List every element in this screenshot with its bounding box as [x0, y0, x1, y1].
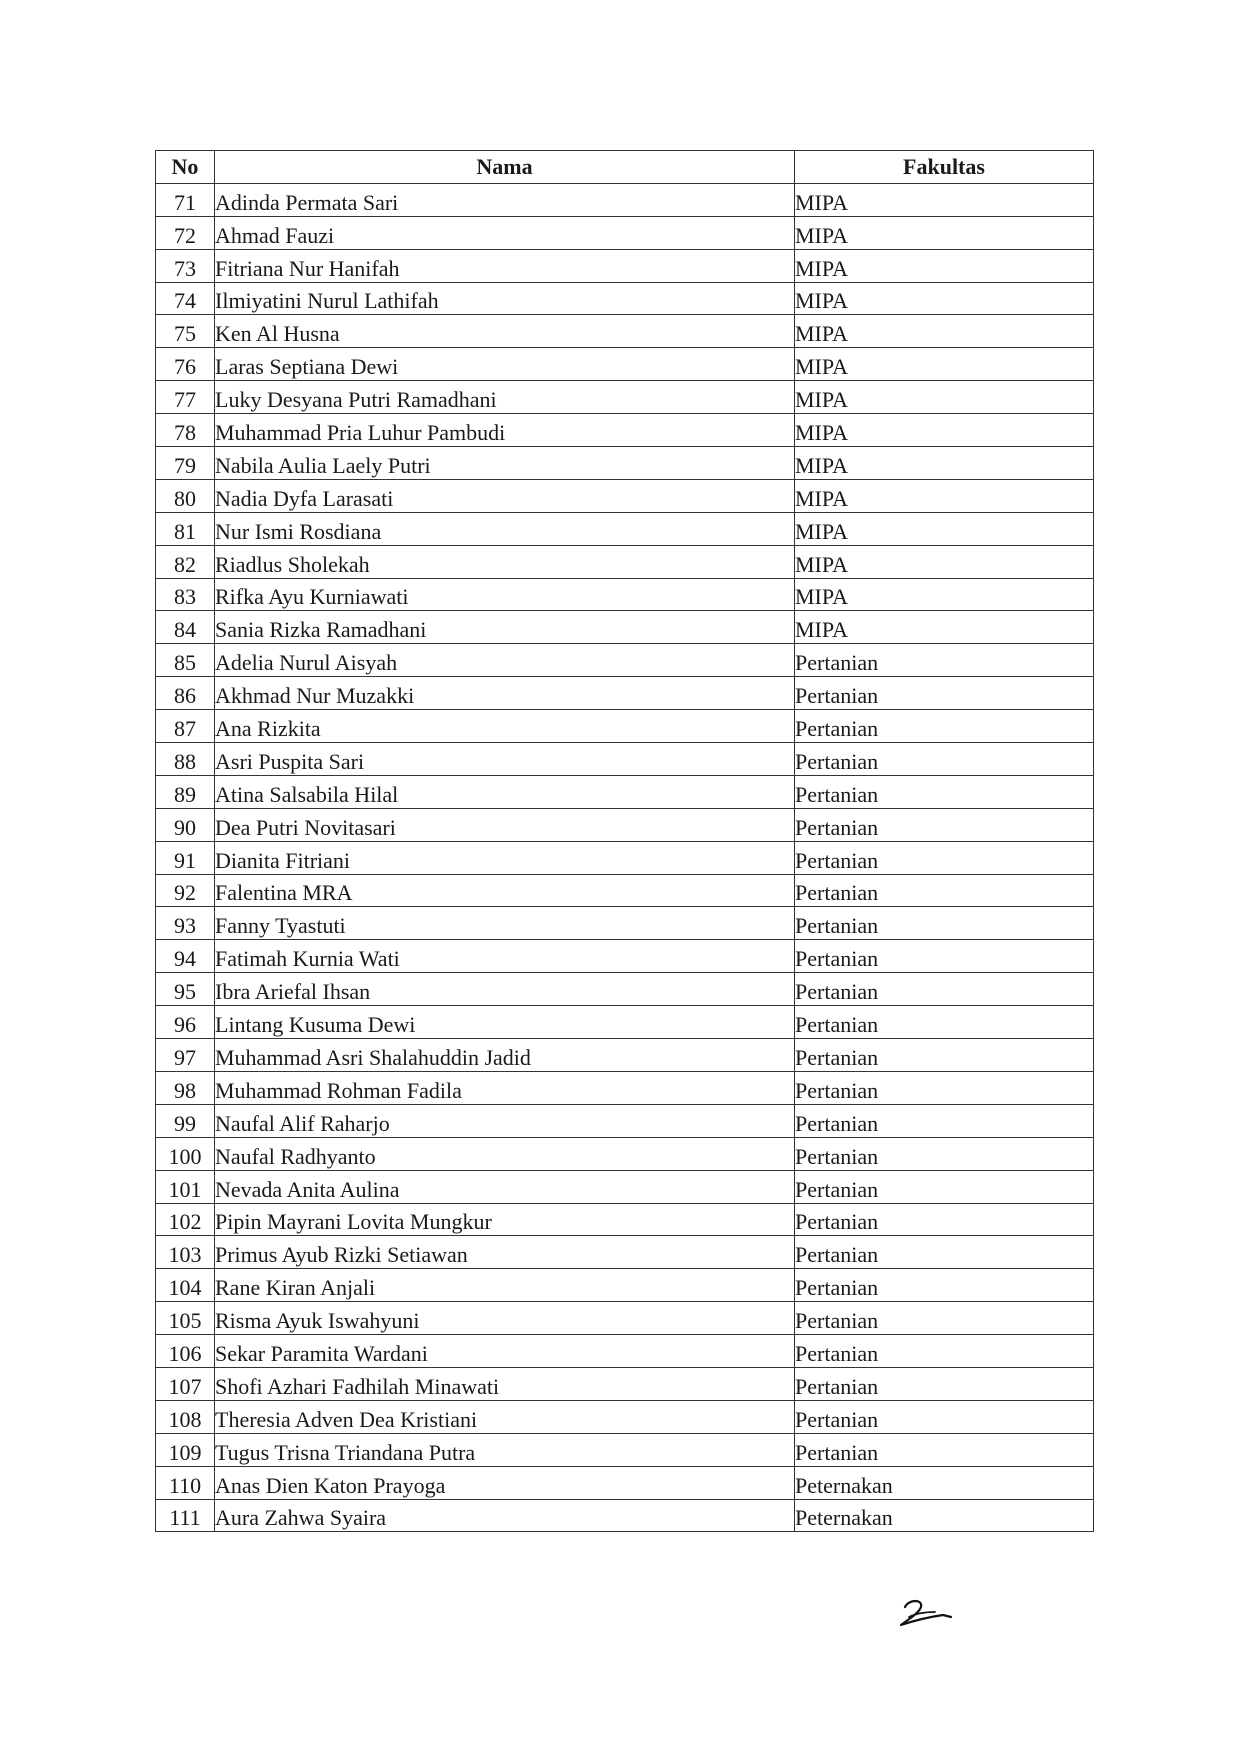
- cell-fakultas: Pertanian: [795, 1170, 1094, 1203]
- table-row: [156, 1170, 1094, 1203]
- cell-nama: Rifka Ayu Kurniawati: [215, 578, 795, 611]
- table-row: [156, 545, 1094, 578]
- cell-nama: Ahmad Fauzi: [215, 216, 795, 249]
- table-row: [156, 775, 1094, 808]
- table-row: [156, 1269, 1094, 1302]
- cell-fakultas: Pertanian: [795, 1400, 1094, 1433]
- cell-no: 83: [156, 578, 215, 611]
- student-faculty-table: [155, 150, 1094, 1532]
- cell-fakultas: Pertanian: [795, 1302, 1094, 1335]
- table-row: [156, 512, 1094, 545]
- table-row: [156, 1236, 1094, 1269]
- table-row: [156, 1400, 1094, 1433]
- table-row: [156, 808, 1094, 841]
- cell-no: 102: [156, 1203, 215, 1236]
- cell-nama: Atina Salsabila Hilal: [215, 775, 795, 808]
- table-row: [156, 1466, 1094, 1499]
- cell-fakultas: Pertanian: [795, 1006, 1094, 1039]
- cell-no: 84: [156, 611, 215, 644]
- cell-fakultas: Pertanian: [795, 1071, 1094, 1104]
- cell-fakultas: Pertanian: [795, 1104, 1094, 1137]
- cell-fakultas: MIPA: [795, 512, 1094, 545]
- cell-nama: Adinda Permata Sari: [215, 183, 795, 216]
- cell-no: 74: [156, 282, 215, 315]
- cell-nama: Dea Putri Novitasari: [215, 808, 795, 841]
- table-row: [156, 1335, 1094, 1368]
- column-header-no: No: [156, 151, 215, 184]
- cell-fakultas: Pertanian: [795, 907, 1094, 940]
- cell-nama: Falentina MRA: [215, 874, 795, 907]
- cell-no: 105: [156, 1302, 215, 1335]
- cell-no: 80: [156, 479, 215, 512]
- cell-no: 110: [156, 1466, 215, 1499]
- column-header-nama: Nama: [215, 151, 795, 184]
- cell-nama: Tugus Trisna Triandana Putra: [215, 1433, 795, 1466]
- cell-fakultas: Pertanian: [795, 940, 1094, 973]
- cell-no: 96: [156, 1006, 215, 1039]
- cell-nama: Riadlus Sholekah: [215, 545, 795, 578]
- cell-fakultas: Pertanian: [795, 710, 1094, 743]
- cell-fakultas: MIPA: [795, 414, 1094, 447]
- table-header-row: [156, 151, 1094, 184]
- cell-no: 100: [156, 1137, 215, 1170]
- table-row: [156, 1302, 1094, 1335]
- cell-nama: Ibra Ariefal Ihsan: [215, 973, 795, 1006]
- table-row: [156, 1203, 1094, 1236]
- cell-nama: Ilmiyatini Nurul Lathifah: [215, 282, 795, 315]
- table-row: [156, 841, 1094, 874]
- cell-fakultas: MIPA: [795, 183, 1094, 216]
- cell-nama: Naufal Alif Raharjo: [215, 1104, 795, 1137]
- cell-no: 79: [156, 447, 215, 480]
- cell-fakultas: Pertanian: [795, 973, 1094, 1006]
- cell-nama: Lintang Kusuma Dewi: [215, 1006, 795, 1039]
- cell-fakultas: Pertanian: [795, 1367, 1094, 1400]
- cell-fakultas: MIPA: [795, 249, 1094, 282]
- cell-fakultas: Pertanian: [795, 1203, 1094, 1236]
- cell-nama: Sania Rizka Ramadhani: [215, 611, 795, 644]
- cell-no: 71: [156, 183, 215, 216]
- cell-nama: Rane Kiran Anjali: [215, 1269, 795, 1302]
- cell-nama: Fanny Tyastuti: [215, 907, 795, 940]
- cell-no: 104: [156, 1269, 215, 1302]
- cell-nama: Shofi Azhari Fadhilah Minawati: [215, 1367, 795, 1400]
- table-row: [156, 1499, 1094, 1532]
- table-row: [156, 1433, 1094, 1466]
- cell-no: 98: [156, 1071, 215, 1104]
- cell-no: 89: [156, 775, 215, 808]
- cell-no: 94: [156, 940, 215, 973]
- signature-icon: [895, 1595, 955, 1635]
- cell-nama: Akhmad Nur Muzakki: [215, 677, 795, 710]
- cell-fakultas: Peternakan: [795, 1466, 1094, 1499]
- cell-no: 78: [156, 414, 215, 447]
- cell-no: 109: [156, 1433, 215, 1466]
- cell-fakultas: Pertanian: [795, 841, 1094, 874]
- table-row: [156, 644, 1094, 677]
- cell-no: 81: [156, 512, 215, 545]
- table-row: [156, 249, 1094, 282]
- table-row: [156, 1104, 1094, 1137]
- cell-fakultas: MIPA: [795, 447, 1094, 480]
- cell-fakultas: MIPA: [795, 545, 1094, 578]
- cell-no: 107: [156, 1367, 215, 1400]
- cell-fakultas: MIPA: [795, 578, 1094, 611]
- cell-fakultas: Pertanian: [795, 808, 1094, 841]
- cell-no: 101: [156, 1170, 215, 1203]
- table-row: [156, 216, 1094, 249]
- table-row: [156, 743, 1094, 776]
- table-row: [156, 611, 1094, 644]
- cell-nama: Aura Zahwa Syaira: [215, 1499, 795, 1532]
- table-row: [156, 907, 1094, 940]
- cell-nama: Risma Ayuk Iswahyuni: [215, 1302, 795, 1335]
- cell-no: 95: [156, 973, 215, 1006]
- cell-fakultas: MIPA: [795, 381, 1094, 414]
- cell-fakultas: Pertanian: [795, 1137, 1094, 1170]
- cell-no: 90: [156, 808, 215, 841]
- table-row: [156, 1367, 1094, 1400]
- cell-nama: Muhammad Asri Shalahuddin Jadid: [215, 1039, 795, 1072]
- cell-no: 82: [156, 545, 215, 578]
- cell-fakultas: Pertanian: [795, 677, 1094, 710]
- cell-fakultas: Peternakan: [795, 1499, 1094, 1532]
- table-row: [156, 447, 1094, 480]
- cell-nama: Nadia Dyfa Larasati: [215, 479, 795, 512]
- cell-no: 72: [156, 216, 215, 249]
- cell-no: 97: [156, 1039, 215, 1072]
- cell-nama: Sekar Paramita Wardani: [215, 1335, 795, 1368]
- cell-nama: Anas Dien Katon Prayoga: [215, 1466, 795, 1499]
- cell-no: 91: [156, 841, 215, 874]
- table-row: [156, 183, 1094, 216]
- table-row: [156, 348, 1094, 381]
- table-row: [156, 414, 1094, 447]
- table-row: [156, 973, 1094, 1006]
- cell-fakultas: Pertanian: [795, 1433, 1094, 1466]
- cell-fakultas: MIPA: [795, 611, 1094, 644]
- cell-fakultas: MIPA: [795, 282, 1094, 315]
- table-row: [156, 1039, 1094, 1072]
- cell-nama: Nur Ismi Rosdiana: [215, 512, 795, 545]
- cell-nama: Nabila Aulia Laely Putri: [215, 447, 795, 480]
- cell-fakultas: Pertanian: [795, 1269, 1094, 1302]
- cell-no: 86: [156, 677, 215, 710]
- table-row: [156, 677, 1094, 710]
- table-row: [156, 1006, 1094, 1039]
- cell-no: 75: [156, 315, 215, 348]
- cell-nama: Naufal Radhyanto: [215, 1137, 795, 1170]
- cell-no: 108: [156, 1400, 215, 1433]
- cell-no: 87: [156, 710, 215, 743]
- cell-nama: Nevada Anita Aulina: [215, 1170, 795, 1203]
- cell-fakultas: Pertanian: [795, 644, 1094, 677]
- table-row: [156, 381, 1094, 414]
- cell-no: 103: [156, 1236, 215, 1269]
- cell-fakultas: MIPA: [795, 479, 1094, 512]
- cell-no: 85: [156, 644, 215, 677]
- cell-fakultas: MIPA: [795, 315, 1094, 348]
- cell-no: 76: [156, 348, 215, 381]
- cell-fakultas: Pertanian: [795, 874, 1094, 907]
- cell-nama: Ana Rizkita: [215, 710, 795, 743]
- cell-nama: Luky Desyana Putri Ramadhani: [215, 381, 795, 414]
- cell-nama: Primus Ayub Rizki Setiawan: [215, 1236, 795, 1269]
- cell-no: 111: [156, 1499, 215, 1532]
- cell-fakultas: MIPA: [795, 216, 1094, 249]
- cell-nama: Ken Al Husna: [215, 315, 795, 348]
- cell-no: 88: [156, 743, 215, 776]
- cell-no: 77: [156, 381, 215, 414]
- column-header-fakultas: Fakultas: [795, 151, 1094, 184]
- cell-no: 106: [156, 1335, 215, 1368]
- cell-nama: Fatimah Kurnia Wati: [215, 940, 795, 973]
- cell-fakultas: MIPA: [795, 348, 1094, 381]
- cell-nama: Dianita Fitriani: [215, 841, 795, 874]
- table-row: [156, 315, 1094, 348]
- cell-fakultas: Pertanian: [795, 1335, 1094, 1368]
- table-row: [156, 282, 1094, 315]
- cell-fakultas: Pertanian: [795, 1236, 1094, 1269]
- cell-no: 73: [156, 249, 215, 282]
- cell-fakultas: Pertanian: [795, 1039, 1094, 1072]
- cell-nama: Adelia Nurul Aisyah: [215, 644, 795, 677]
- cell-nama: Muhammad Pria Luhur Pambudi: [215, 414, 795, 447]
- cell-no: 93: [156, 907, 215, 940]
- table-body: [156, 183, 1094, 1532]
- cell-fakultas: Pertanian: [795, 743, 1094, 776]
- cell-nama: Laras Septiana Dewi: [215, 348, 795, 381]
- cell-nama: Asri Puspita Sari: [215, 743, 795, 776]
- cell-nama: Pipin Mayrani Lovita Mungkur: [215, 1203, 795, 1236]
- table-row: [156, 1137, 1094, 1170]
- table-row: [156, 479, 1094, 512]
- cell-nama: Theresia Adven Dea Kristiani: [215, 1400, 795, 1433]
- table-row: [156, 874, 1094, 907]
- cell-fakultas: Pertanian: [795, 775, 1094, 808]
- cell-nama: Muhammad Rohman Fadila: [215, 1071, 795, 1104]
- table-row: [156, 1071, 1094, 1104]
- cell-nama: Fitriana Nur Hanifah: [215, 249, 795, 282]
- table-row: [156, 710, 1094, 743]
- table-row: [156, 940, 1094, 973]
- table-row: [156, 578, 1094, 611]
- cell-no: 99: [156, 1104, 215, 1137]
- cell-no: 92: [156, 874, 215, 907]
